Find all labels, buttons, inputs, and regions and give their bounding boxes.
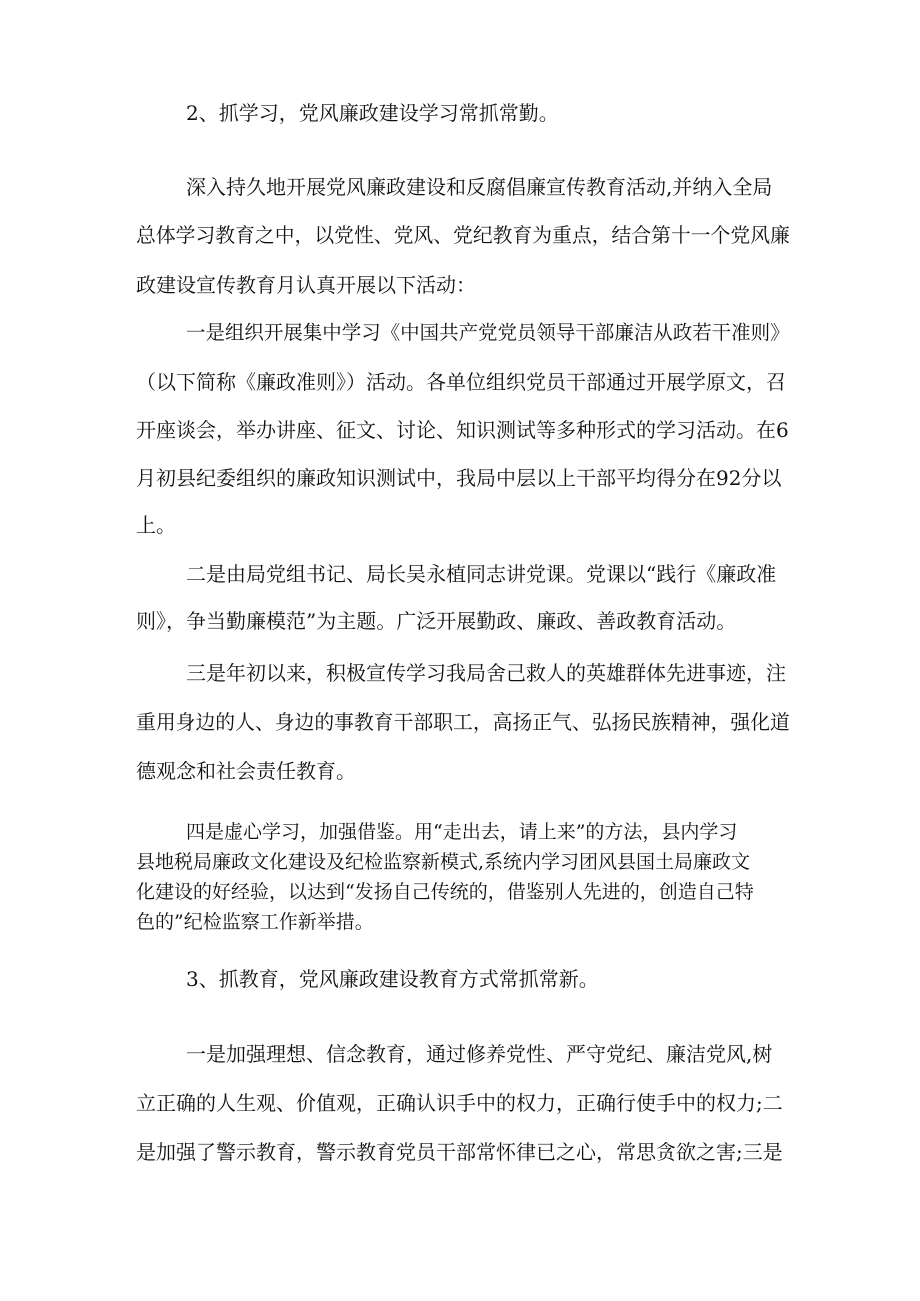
paragraph-line: 开座谈会，举办讲座、征文、讨论、知识测试等多种形式的学习活动。在6: [136, 418, 789, 442]
paragraph-line: 立正确的人生观、价值观，正确认识手中的权力，正确行使手中的权力;二: [136, 1091, 783, 1115]
paragraph-line: 深入持久地开展党风廉政建设和反腐倡廉宣传教育活动,并纳入全局: [186, 175, 773, 199]
paragraph-line: 月初县纪委组织的廉政知识测试中，我局中层以上干部平均得分在92分以: [136, 466, 782, 490]
paragraph-line: 化建设的好经验，以达到“发扬自己传统的，借鉴别人先进的，创造自己特: [136, 881, 754, 903]
section-heading-3: 3、抓教育，党风廉政建设教育方式常抓常新。: [186, 967, 599, 991]
paragraph-line: 政建设宣传教育月认真开展以下活动：: [136, 273, 476, 297]
paragraph-line: 上。: [136, 513, 176, 537]
paragraph-line: 重用身边的人、身边的事教育干部职工，高扬正气、弘扬民族精神，强化道: [136, 711, 790, 734]
paragraph-line: 是加强了警示教育，警示教育党员干部常怀律已之心，常思贪欲之害;三是: [136, 1140, 783, 1164]
paragraph-line: 则》，争当勤廉模范”为主题。广泛开展勤政、廉政、善政教育活动。: [136, 609, 737, 633]
paragraph-line: （以下简称《廉政准则》）活动。各单位组织党员干部通过开展学原文，召: [136, 370, 786, 394]
paragraph-line: 县地税局廉政文化建设及纪检监察新模式,系统内学习团风县国土局廉政文: [136, 851, 751, 873]
paragraph-line: 总体学习教育之中，以党性、党风、党纪教育为重点，结合第十一个党风廉: [136, 224, 790, 247]
paragraph-line: 四是虚心学习，加强借鉴。用“走出去，请上来”的方法，县内学习: [186, 821, 738, 843]
paragraph-line: 一是加强理想、信念教育，通过修养党性、严守党纪、廉洁党风,树: [186, 1042, 773, 1066]
paragraph-line: 德观念和社会责任教育。: [136, 759, 356, 783]
paragraph-line: 一是组织开展集中学习《中国共产党党员领导干部廉洁从政若干准则》: [186, 321, 790, 344]
paragraph-line: 二是由局党组书记、局长吴永植同志讲党课。党课以“践行《廉政准: [186, 562, 777, 586]
section-heading-2: 2、抓学习，党风廉政建设学习常抓常勤。: [186, 101, 559, 125]
paragraph-line: 三是年初以来，积极宣传学习我局舍己救人的英雄群体先进事迹，注: [186, 661, 786, 685]
paragraph-line: 色的”纪检监察工作新举措。: [136, 911, 374, 933]
